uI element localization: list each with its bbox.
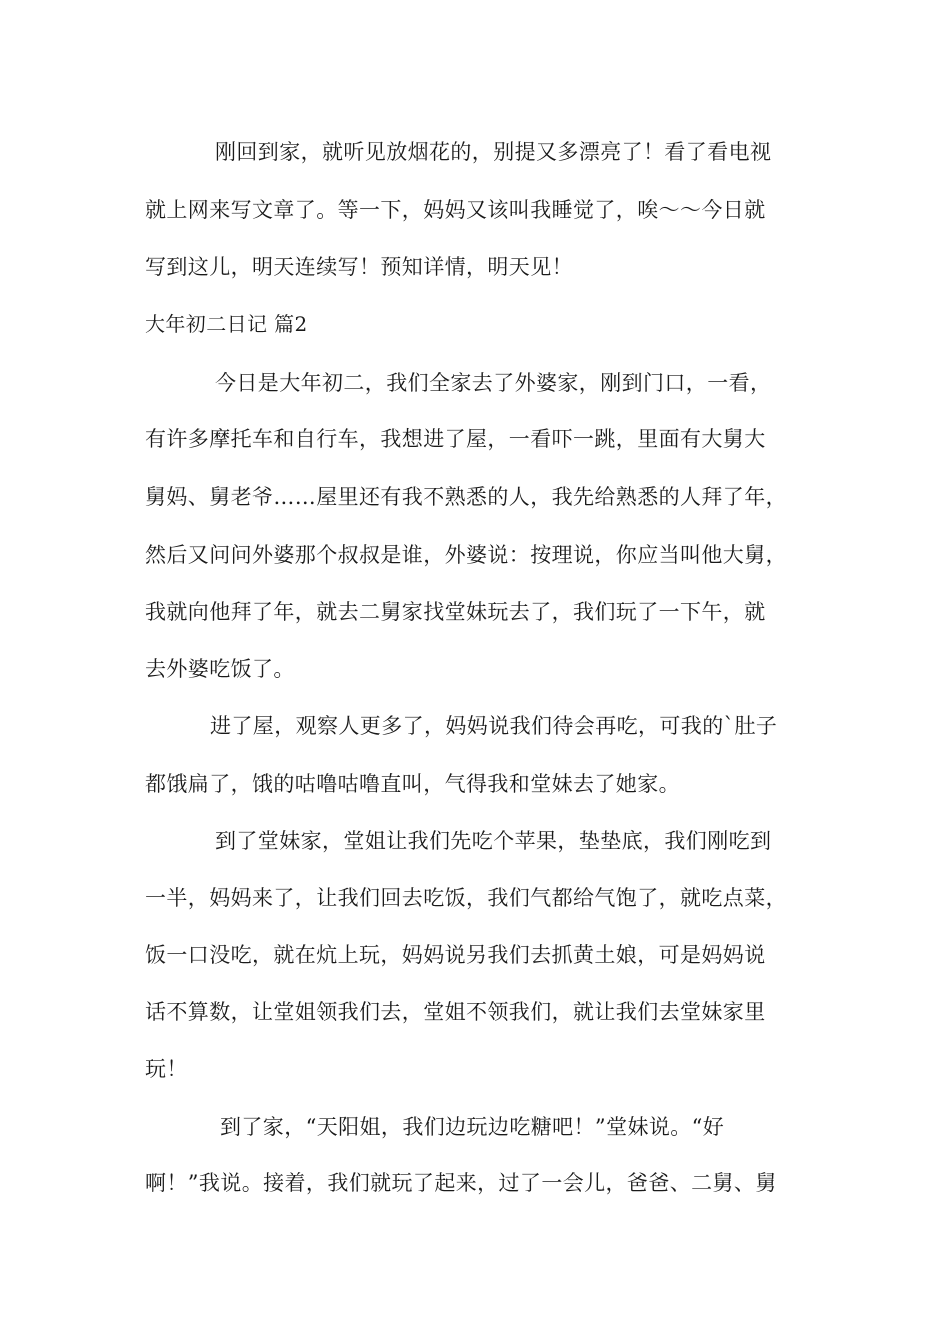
paragraph-2-line-6: 去外婆吃饭了。 bbox=[145, 657, 295, 681]
paragraph-1-line-3: 写到这儿，明天连续写！预知详情，明天见！ bbox=[145, 255, 573, 279]
paragraph-5-line-2: 啊！”我说。接着，我们就玩了起来，过了一会儿，爸爸、二舅、舅 bbox=[145, 1171, 777, 1195]
paragraph-5-line-1: 到了家，“天阳姐，我们边玩边吃糖吧！”堂妹说。“好 bbox=[220, 1115, 725, 1139]
paragraph-4-line-4: 话不算数，让堂姐领我们去，堂姐不领我们，就让我们去堂妹家里 bbox=[145, 1000, 766, 1024]
paragraph-2-line-4: 然后又问问外婆那个叔叔是谁，外婆说：按理说，你应当叫他大舅， bbox=[145, 543, 787, 567]
paragraph-1-line-1: 刚回到家，就听见放烟花的，别提又多漂亮了！看了看电视 bbox=[215, 140, 772, 164]
paragraph-2-line-5: 我就向他拜了年，就去二舅家找堂妹玩去了，我们玩了一下午，就 bbox=[145, 600, 766, 624]
paragraph-3-line-1: 进了屋，观察人更多了，妈妈说我们待会再吃，可我的`肚子 bbox=[210, 714, 778, 738]
section-heading: 大年初二日记 篇2 bbox=[145, 312, 308, 336]
paragraph-4-line-3: 饭一口没吃，就在炕上玩，妈妈说另我们去抓黄土娘，可是妈妈说 bbox=[145, 943, 766, 967]
paragraph-2-line-2: 有许多摩托车和自行车，我想进了屋，一看吓一跳，里面有大舅大 bbox=[145, 427, 766, 451]
paragraph-3-line-2: 都饿扁了，饿的咕噜咕噜直叫，气得我和堂妹去了她家。 bbox=[145, 772, 680, 796]
paragraph-4-line-5: 玩！ bbox=[145, 1057, 188, 1081]
paragraph-1-line-2: 就上网来写文章了。等一下，妈妈又该叫我睡觉了，唉～～今日就 bbox=[145, 198, 766, 222]
paragraph-2-line-3: 舅妈、舅老爷……屋里还有我不熟悉的人，我先给熟悉的人拜了年， bbox=[145, 485, 787, 509]
paragraph-4-line-1: 到了堂妹家，堂姐让我们先吃个苹果，垫垫底，我们刚吃到 bbox=[215, 829, 772, 853]
paragraph-2-line-1: 今日是大年初二，我们全家去了外婆家，刚到门口，一看， bbox=[215, 371, 772, 395]
paragraph-4-line-2: 一半，妈妈来了，让我们回去吃饭，我们气都给气饱了，就吃点菜， bbox=[145, 886, 787, 910]
